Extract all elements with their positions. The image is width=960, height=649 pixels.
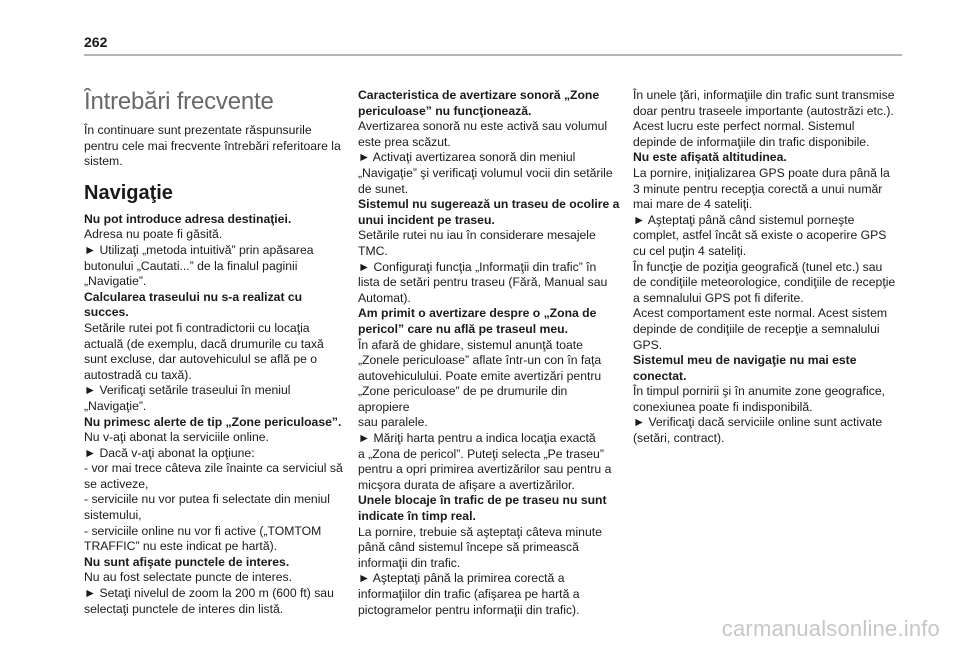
faq-list — [633, 88, 901, 447]
text-line: a „Zona de pericol”. Puteţi selecta „Pe traseu” — [358, 446, 604, 461]
text-line: de condiţiile meteorologice, condiţiile de recepţie — [633, 275, 896, 290]
faq-answer — [633, 384, 901, 446]
header-divider — [84, 54, 902, 56]
text-line: „Navigatie”. — [84, 274, 147, 289]
faq-question — [358, 197, 620, 228]
faq-question — [358, 306, 620, 337]
text-line: actuală (de exemplu, dacă drumurile cu taxă — [84, 336, 324, 351]
text-line: GPS. — [633, 337, 663, 352]
column-middle — [358, 88, 620, 618]
text-line: „Navigaţie” şi verificaţi volumul vocii din setările — [358, 165, 613, 180]
faq-question — [84, 212, 346, 228]
text-line: Acest lucru este perfect normal. Sistemul — [633, 119, 855, 134]
text-line: mai mare de 4 sateliţi. — [633, 197, 753, 212]
faq-question — [84, 290, 346, 321]
text-line: sau paralele. — [358, 415, 428, 430]
faq-answer — [84, 321, 346, 415]
text-line: unui incident pe traseu. — [358, 212, 495, 227]
faq-answer — [358, 119, 620, 197]
section-title: Navigaţie — [84, 181, 173, 204]
text-line: ► Verificaţi dacă serviciile online sunt activate — [633, 415, 883, 430]
text-line: lista de setări pentru traseu (Fără, Manual sau — [358, 275, 608, 290]
text-line: Caracteristica de avertizare sonoră „Zone — [358, 88, 600, 102]
text-line: ► Configuraţi funcţia „Informaţii din trafic” în — [358, 259, 597, 274]
text-line: micşora durata de afişare a avertizărilor. — [358, 477, 575, 492]
text-line: În funcţie de poziţia geografică (tunel etc.) sau — [633, 259, 883, 274]
faq-list — [84, 212, 346, 617]
text-line: doar pentru traseele importante (autostrăzi etc.). — [633, 103, 894, 118]
watermark: carmanualsonline.info — [721, 616, 940, 641]
text-line: pericol” care nu află pe traseul meu. — [358, 321, 568, 336]
text-line: informaţii din trafic. — [358, 555, 461, 570]
faq-answer — [358, 525, 620, 619]
faq-answer — [84, 430, 346, 555]
text-line: Sistemul nu sugerează un traseu de ocolire a — [358, 197, 620, 212]
column-right — [633, 88, 901, 447]
text-line: complet, astfel încât să existe o acoperire GPS — [633, 228, 887, 243]
text-line: „Navigaţie”. — [84, 398, 147, 413]
text-line: În timpul pornirii şi în anumite zone geografice, — [633, 384, 886, 399]
page-number: 262 — [84, 34, 108, 50]
faq-question — [84, 415, 346, 431]
text-line: conectat. — [633, 368, 687, 383]
text-line: a semnalului GPS pot fi diferite. — [633, 290, 804, 305]
text-line: Nu au fost selectate puncte de interes. — [84, 570, 292, 585]
faq-answer — [633, 166, 901, 353]
text-line: pentru a opri primirea avertizărilor sau pentru a — [358, 462, 612, 477]
text-line: Calcularea traseului nu s-a realizat cu — [84, 289, 303, 304]
text-line: Acest comportament este normal. Acest sistem — [633, 306, 888, 321]
faq-question — [633, 353, 901, 384]
text-line: succes. — [84, 305, 129, 320]
faq-answer — [358, 228, 620, 306]
text-line: de sunet. — [358, 181, 409, 196]
text-line: În afară de ghidare, sistemul anunţă toate — [358, 337, 583, 352]
text-line: La pornire, iniţializarea GPS poate dura până la — [633, 165, 890, 180]
faq-question — [358, 88, 620, 119]
faq-answer — [84, 227, 346, 289]
text-line: Am primit o avertizare despre o „Zona de — [358, 306, 597, 321]
text-line: ► Aşteptaţi până când sistemul porneşte — [633, 212, 855, 227]
faq-answer — [84, 570, 346, 617]
text-line: TMC. — [358, 243, 388, 258]
faq-question — [84, 555, 346, 571]
text-line: cu cel puţin 4 sateliţi. — [633, 243, 747, 258]
text-line: Nu este afişată altitudinea. — [633, 150, 787, 165]
text-line: Nu v-aţi abonat la serviciile online. — [84, 430, 269, 445]
text-line: autostradă cu taxă). — [84, 367, 192, 382]
text-line: Unele blocaje în trafic de pe traseu nu sunt — [358, 493, 607, 508]
text-line: „Zonele periculoase” aflate într-un con în faţa — [358, 353, 602, 368]
text-line: Sistemul meu de navigaţie nu mai este — [633, 353, 857, 368]
text-line: Setările rutei nu iau în considerare mesajele — [358, 228, 596, 243]
text-line: TRAFFIC” nu este indicat pe hartă). — [84, 539, 278, 554]
text-line: (setări, contract). — [633, 431, 725, 446]
text-line: indicate în timp real. — [358, 509, 476, 524]
text-line: ► Dacă v-aţi abonat la opţiune: — [84, 445, 255, 460]
faq-answer — [358, 338, 620, 494]
text-line: sistemului, — [84, 508, 142, 523]
text-line: ► Măriţi harta pentru a indica locaţia exactă — [358, 431, 596, 446]
text-line: până când sistemul începe să primească — [358, 540, 579, 555]
text-line: ► Setaţi nivelul de zoom la 200 m (600 ft) sau — [84, 586, 334, 601]
text-line: Nu sunt afişate punctele de interes. — [84, 554, 290, 569]
text-line: ► Activaţi avertizarea sonoră din meniul — [358, 150, 576, 165]
text-line: depinde de condiţiile de recepţie a semnalului — [633, 321, 880, 336]
text-line: Automat). — [358, 290, 411, 305]
text-line: selectaţi punctele de interes din listă. — [84, 601, 284, 616]
faq-list — [358, 88, 620, 618]
column-left — [84, 88, 346, 617]
text-line: Adresa nu poate fi găsită. — [84, 227, 223, 242]
text-line: depinde de informaţiile din trafic disponibile. — [633, 134, 870, 149]
faq-question — [358, 493, 620, 524]
text-line: conexiunea poate fi indisponibilă. — [633, 399, 813, 414]
text-line: La pornire, trebuie să aşteptaţi câteva minute — [358, 524, 602, 539]
text-line: - serviciile nu vor putea fi selectate din meniul — [84, 492, 330, 507]
faq-answer — [633, 88, 901, 150]
text-line: Avertizarea sonoră nu este activă sau volumul — [358, 119, 608, 134]
text-line: informaţiilor din trafic (afişarea pe hartă a — [358, 587, 580, 601]
text-line: Nu primesc alerte de tip „Zone periculoase”. — [84, 414, 342, 429]
text-line: Nu pot introduce adresa destinaţiei. — [84, 211, 292, 226]
text-line: se activeze, — [84, 476, 149, 491]
intro-paragraph — [84, 123, 346, 170]
text-line: „Zone periculoase” de pe drumurile din apropiere — [358, 384, 568, 414]
text-line: ► Verificaţi setările traseului în meniul — [84, 383, 291, 398]
text-line: 3 minute pentru recepţia corectă a unui număr — [633, 181, 883, 196]
text-line: ► Utilizaţi „metoda intuitivă” prin apăsarea — [84, 242, 314, 257]
text-line: Setările rutei pot fi contradictorii cu locaţia — [84, 320, 310, 335]
text-line: periculoase” nu funcţionează. — [358, 103, 532, 118]
text-line: pictogramelor pentru informaţii din trafic). — [358, 602, 580, 617]
text-line: În unele ţări, informaţiile din trafic sunt transmise — [633, 88, 895, 102]
text-line: ► Aşteptaţi până la primirea corectă a — [358, 571, 565, 586]
text-line: autovehiculului. Poate emite avertizări pentru — [358, 368, 602, 383]
text-line: butonului „Cautati...” de la finalul paginii — [84, 258, 298, 273]
text-line: pentru cele mai frecvente întrebări referitoare la — [84, 138, 341, 153]
faq-question — [633, 150, 901, 166]
text-line: - vor mai trece câteva zile înainte ca serviciul să — [84, 461, 343, 476]
text-line: În continuare sunt prezentate răspunsurile — [84, 123, 312, 137]
text-line: este prea scăzut. — [358, 134, 451, 149]
page-title: Întrebări frecvente — [84, 88, 274, 115]
text-line: sunt excluse, dar autovehiculul se află pe o — [84, 352, 318, 367]
text-line: - serviciile online nu vor fi active („TOMTOM — [84, 523, 322, 538]
text-line: sistem. — [84, 154, 123, 169]
